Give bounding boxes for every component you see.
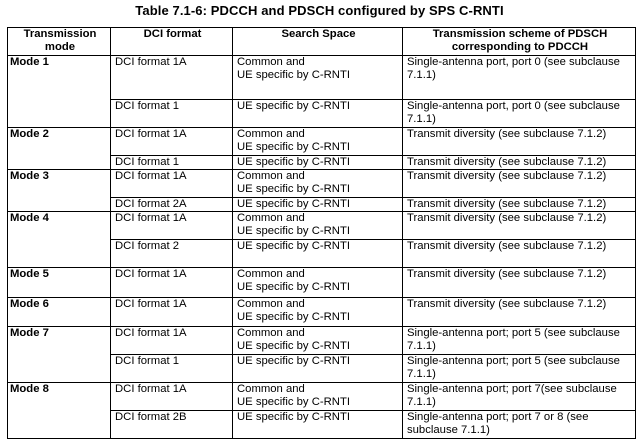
- dci-cell: DCI format 2: [111, 240, 233, 268]
- mode-cell: Mode 4: [8, 212, 111, 268]
- search-cell: Common and UE specific by C-RNTI: [233, 298, 403, 327]
- scheme-cell: Transmit diversity (see subclause 7.1.2): [403, 240, 636, 268]
- dci-cell: DCI format 2B: [111, 411, 233, 439]
- scheme-cell: Transmit diversity (see subclause 7.1.2): [403, 212, 636, 240]
- table-row: [8, 327, 636, 355]
- table-caption: Table 7.1-6: PDCCH and PDSCH configured by SPS C-RNTI: [135, 3, 504, 18]
- dci-cell: DCI format 1A: [111, 327, 233, 355]
- scheme-cell: Transmit diversity (see subclause 7.1.2): [403, 198, 636, 212]
- table-row: [8, 128, 636, 156]
- dci-cell: DCI format 1: [111, 156, 233, 170]
- search-cell: Common and UE specific by C-RNTI: [233, 56, 403, 100]
- dci-cell: DCI format 1A: [111, 383, 233, 411]
- search-cell: UE specific by C-RNTI: [233, 240, 403, 268]
- scheme-cell: Single-antenna port; port 5 (see subclause 7.1.1): [403, 327, 636, 355]
- scheme-cell: Single-antenna port; port 7(see subclause 7.1.1): [403, 383, 636, 411]
- scheme-cell: Transmit diversity (see subclause 7.1.2): [403, 128, 636, 156]
- header-dci-format: DCI format: [111, 28, 233, 56]
- search-cell: UE specific by C-RNTI: [233, 355, 403, 383]
- mode-cell: Mode 8: [8, 383, 111, 439]
- table-row: [8, 298, 636, 327]
- table-row: [8, 268, 636, 298]
- dci-cell: DCI format 1: [111, 100, 233, 128]
- header-search-space: Search Space: [233, 28, 403, 56]
- scheme-cell: Transmit diversity (see subclause 7.1.2): [403, 156, 636, 170]
- table-row: [8, 212, 636, 240]
- scheme-cell: Single-antenna port; port 7 or 8 (see subclause 7.1.1): [403, 411, 636, 439]
- dci-cell: DCI format 1A: [111, 268, 233, 298]
- mode-cell: Mode 3: [8, 170, 111, 212]
- dci-cell: DCI format 1: [111, 355, 233, 383]
- header-transmission-scheme: Transmission scheme of PDSCH corresponding to PDCCH: [403, 28, 636, 56]
- dci-cell: DCI format 1A: [111, 128, 233, 156]
- search-cell: UE specific by C-RNTI: [233, 198, 403, 212]
- scheme-cell: Single-antenna port, port 0 (see subclause 7.1.1): [403, 56, 636, 100]
- scheme-cell: Single-antenna port, port 0 (see subclause 7.1.1): [403, 100, 636, 128]
- mode-cell: Mode 5: [8, 268, 111, 298]
- mode-cell: Mode 2: [8, 128, 111, 170]
- mode-cell: Mode 7: [8, 327, 111, 383]
- scheme-cell: Transmit diversity (see subclause 7.1.2): [403, 268, 636, 298]
- dci-cell: DCI format 2A: [111, 198, 233, 212]
- search-cell: UE specific by C-RNTI: [233, 156, 403, 170]
- header-transmission-mode: Transmission mode: [8, 28, 111, 56]
- table-row: [8, 56, 636, 100]
- spec-table: [7, 27, 636, 439]
- table-row: [8, 170, 636, 198]
- dci-cell: DCI format 1A: [111, 212, 233, 240]
- mode-cell: Mode 1: [8, 56, 111, 128]
- search-cell: UE specific by C-RNTI: [233, 100, 403, 128]
- scheme-cell: Transmit diversity (see subclause 7.1.2): [403, 170, 636, 198]
- search-cell: Common and UE specific by C-RNTI: [233, 383, 403, 411]
- mode-cell: Mode 6: [8, 298, 111, 327]
- scheme-cell: Transmit diversity (see subclause 7.1.2): [403, 298, 636, 327]
- search-cell: UE specific by C-RNTI: [233, 411, 403, 439]
- dci-cell: DCI format 1A: [111, 56, 233, 100]
- search-cell: Common and UE specific by C-RNTI: [233, 268, 403, 298]
- table-header-row: [8, 28, 636, 56]
- search-cell: Common and UE specific by C-RNTI: [233, 170, 403, 198]
- search-cell: Common and UE specific by C-RNTI: [233, 128, 403, 156]
- dci-cell: DCI format 1A: [111, 170, 233, 198]
- search-cell: Common and UE specific by C-RNTI: [233, 327, 403, 355]
- scheme-cell: Single-antenna port; port 5 (see subclause 7.1.1): [403, 355, 636, 383]
- dci-cell: DCI format 1A: [111, 298, 233, 327]
- table-row: [8, 383, 636, 411]
- search-cell: Common and UE specific by C-RNTI: [233, 212, 403, 240]
